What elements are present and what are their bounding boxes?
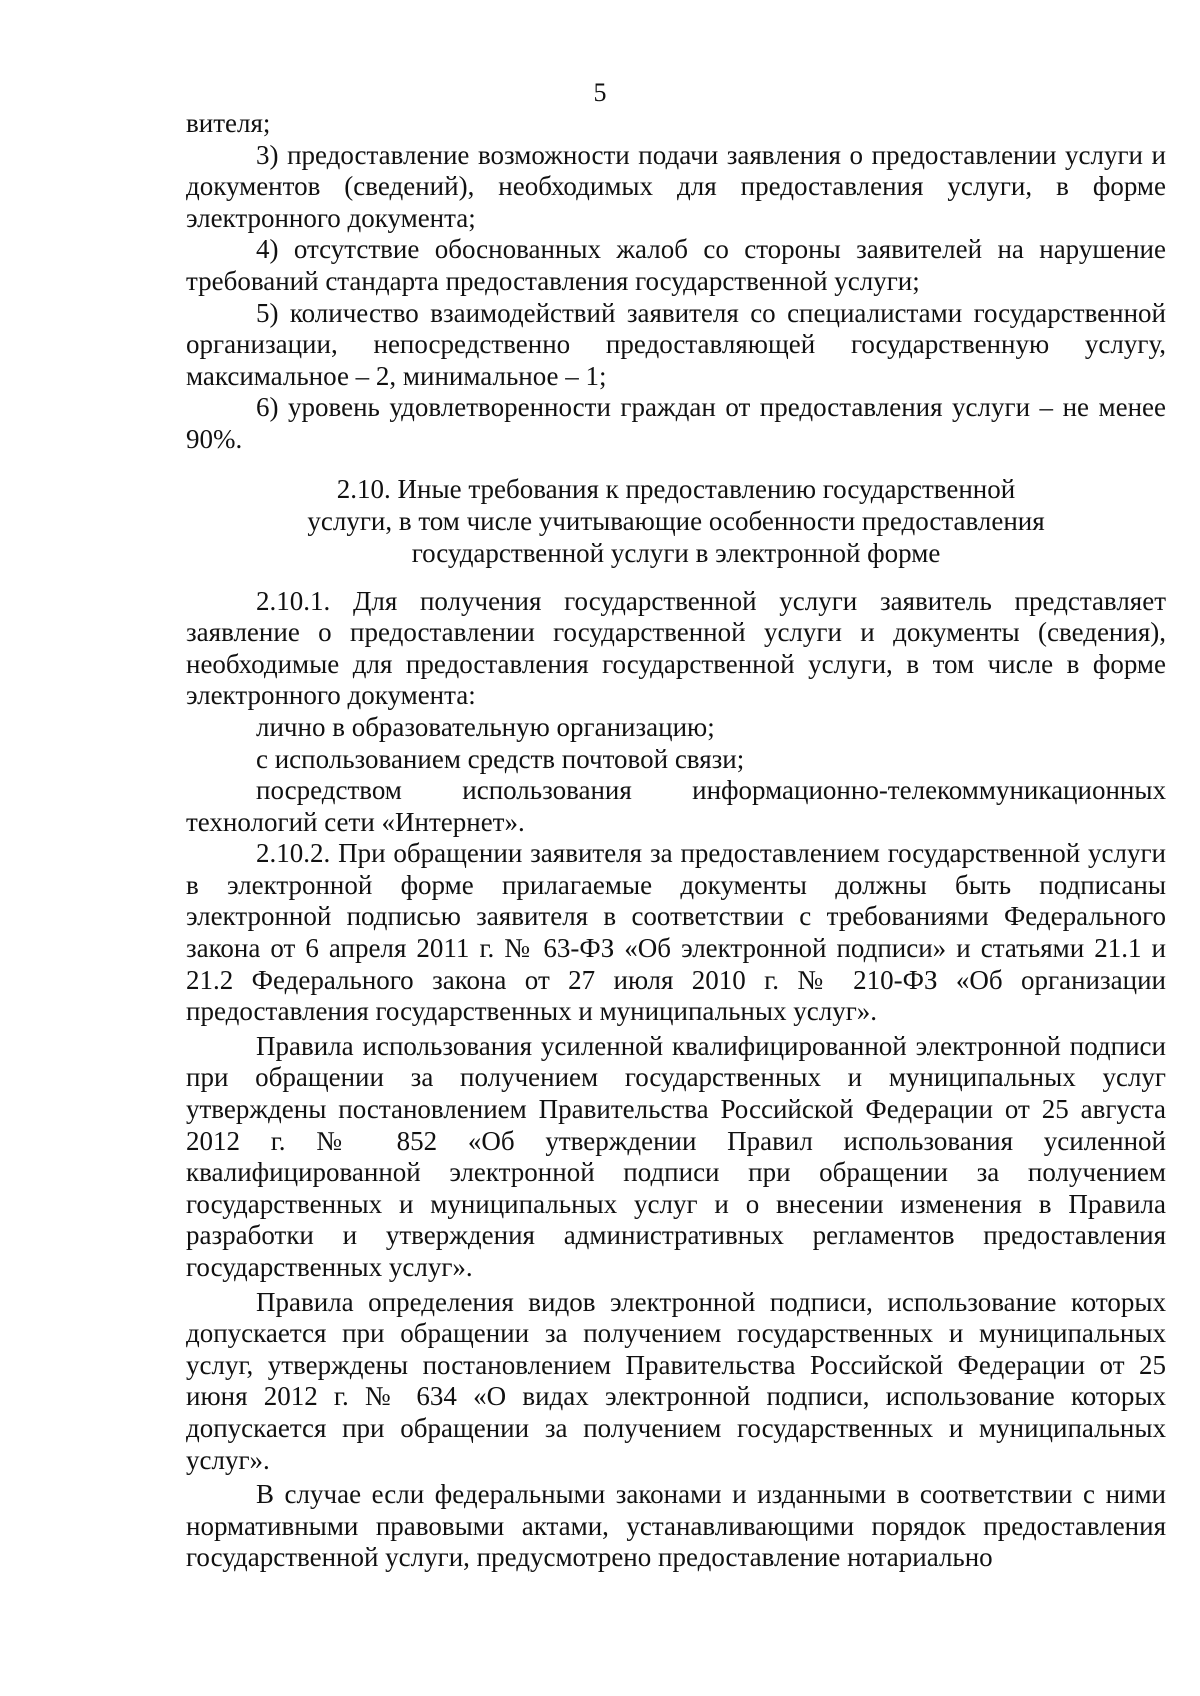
section-heading — [186, 473, 1166, 569]
page-number: 5 — [593, 78, 607, 107]
submission-method-post: с использованием средств почтовой связи; — [256, 743, 745, 774]
heading-line-3: государственной услуги в электронной форме — [411, 537, 941, 568]
heading-line-1: 2.10. Иные требования к предоставлению государственной — [336, 473, 1016, 504]
submission-method-internet: посредством использования информационно-телекоммуникационных технологий сети «Интернет». — [186, 775, 1166, 837]
document-body — [186, 108, 1166, 1574]
heading-line-2: услуги, в том числе учитывающие особенности предоставления — [307, 505, 1045, 536]
list-item-6: 6) уровень удовлетворенности граждан от предоставления услуги – не менее 90%. — [186, 392, 1166, 454]
paragraph-signature-rules: Правила использования усиленной квалифицированной электронной подписи при обращении за получением государственных и муниципальных услуг утверждены постановлением Правительства Российской Федерации от 25 августа 2012 г. № 852 «Об утверждении Правил использования усиленной квалифицированной электронной подписи при обращении за получением государственных и муниципальных услуг и о внесении изменения в Правила разработки и утверждения административных регламентов предоставления государственных услуг». — [186, 1030, 1166, 1282]
paragraph-notarial: В случае если федеральными законами и изданными в соответствии с ними нормативными правовыми актами, устанавливающими порядок предоставления государственной услуги, предусмотрено предоставление нотариально — [186, 1479, 1166, 1573]
paragraph-2-10-2: 2.10.2. При обращении заявителя за предоставлением государственной услуги в электронной форме прилагаемые документы должны быть подписаны электронной подписью заявителя в соответствии с требованиями Федерального закона от 6 апреля 2011 г. № 63-ФЗ «Об электронной подписи» и статьями 21.1 и 21.2 Федерального закона от 27 июля 2010 г. № 210-ФЗ «Об организации предоставления государственных и муниципальных услуг». — [186, 838, 1166, 1027]
list-item-3: 3) предоставление возможности подачи заявления о предоставлении услуги и документов (сведений), необходимых для предоставления услуги, в форме электронного документа; — [186, 139, 1166, 233]
list-item-4: 4) отсутствие обоснованных жалоб со стороны заявителей на нарушение требований стандарта предоставления государственной услуги; — [186, 234, 1166, 296]
paragraph-continuation: вителя; — [186, 108, 271, 138]
paragraph-signature-types: Правила определения видов электронной подписи, использование которых допускается при обращении за получением государственных и муниципальных услуг, утверждены постановлением Правительства Российской Федерации от 25 июня 2012 г. № 634 «О видах электронной подписи, использование которых допускается при обращении за получением государственных и муниципальных услуг». — [186, 1286, 1166, 1475]
list-item-5: 5) количество взаимодействий заявителя со специалистами государственной организации, непосредственно предоставляющей государственную услугу, максимальное – 2, минимальное – 1; — [186, 297, 1166, 391]
paragraph-2-10-1: 2.10.1. Для получения государственной услуги заявитель представляет заявление о предоставлении государственной услуги и документы (сведения), необходимые для предоставления государственной услуги, в том числе в форме электронного документа: — [186, 585, 1166, 711]
submission-method-in-person: лично в образовательную организацию; — [256, 711, 715, 742]
